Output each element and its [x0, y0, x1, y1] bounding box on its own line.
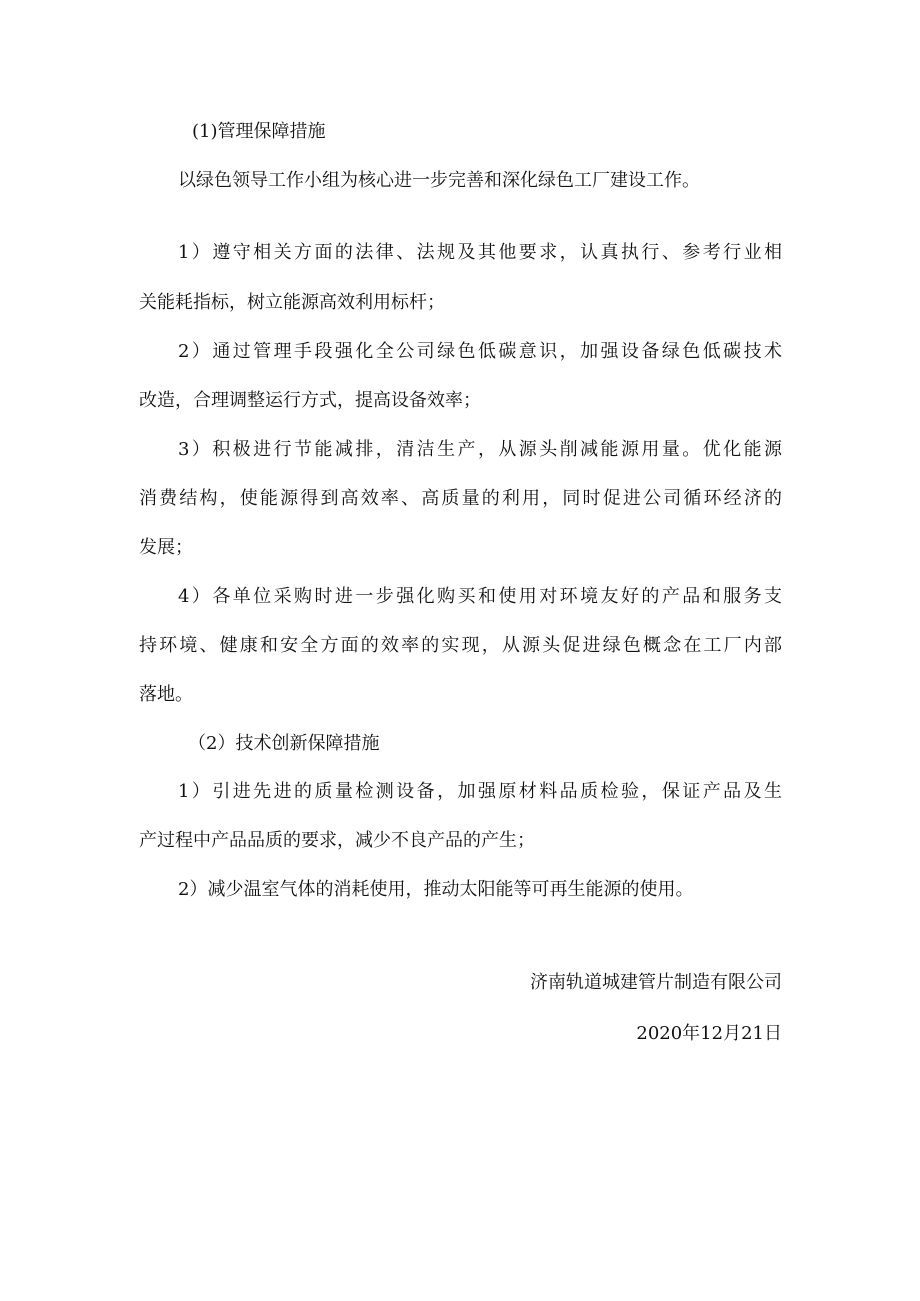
section1-item3-line1: 3）积极进行节能减排，清洁生产，从源头削减能源用量。优化能源: [178, 439, 782, 460]
section2-item1-line1: 1）引进先进的质量检测设备，加强原材料品质检验，保证产品及生: [178, 781, 782, 802]
section2-item1-line2: 产过程中产品品质的要求，减少不良产品的产生；: [139, 830, 535, 851]
section1-item2-line2: 改造，合理调整运行方式，提高设备效率；: [139, 390, 481, 411]
section1-item3-line2: 消费结构，使能源得到高效率、高质量的利用，同时促进公司循环经济的: [139, 488, 782, 509]
section1-item1-line1: 1）遵守相关方面的法律、法规及其他要求，认真执行、参考行业相: [178, 242, 782, 263]
signature-company: 济南轨道城建管片制造有限公司: [530, 972, 782, 993]
section1-item3-line3: 发展；: [139, 537, 193, 558]
section1-intro: 以绿色领导工作小组为核心进一步完善和深化绿色工厂建设工作。: [178, 170, 700, 191]
section1-item4-line1: 4）各单位采购时进一步强化购买和使用对环境友好的产品和服务支: [178, 586, 782, 607]
section2-heading: （2）技术创新保障措施: [188, 733, 380, 754]
section1-item1-line2: 关能耗指标，树立能源高效利用标杆；: [139, 292, 445, 313]
section1-item2-line1: 2）通过管理手段强化全公司绿色低碳意识，加强设备绿色低碳技术: [178, 341, 782, 362]
signature-date: 2020年12月21日: [636, 1023, 782, 1044]
section2-item2-line1: 2）减少温室气体的消耗使用，推动太阳能等可再生能源的使用。: [178, 879, 694, 900]
section1-item4-line3: 落地。: [139, 684, 193, 705]
section1-heading: (1)管理保障措施: [192, 121, 326, 142]
section1-item4-line2: 持环境、健康和安全方面的效率的实现，从源头促进绿色概念在工厂内部: [139, 635, 782, 656]
